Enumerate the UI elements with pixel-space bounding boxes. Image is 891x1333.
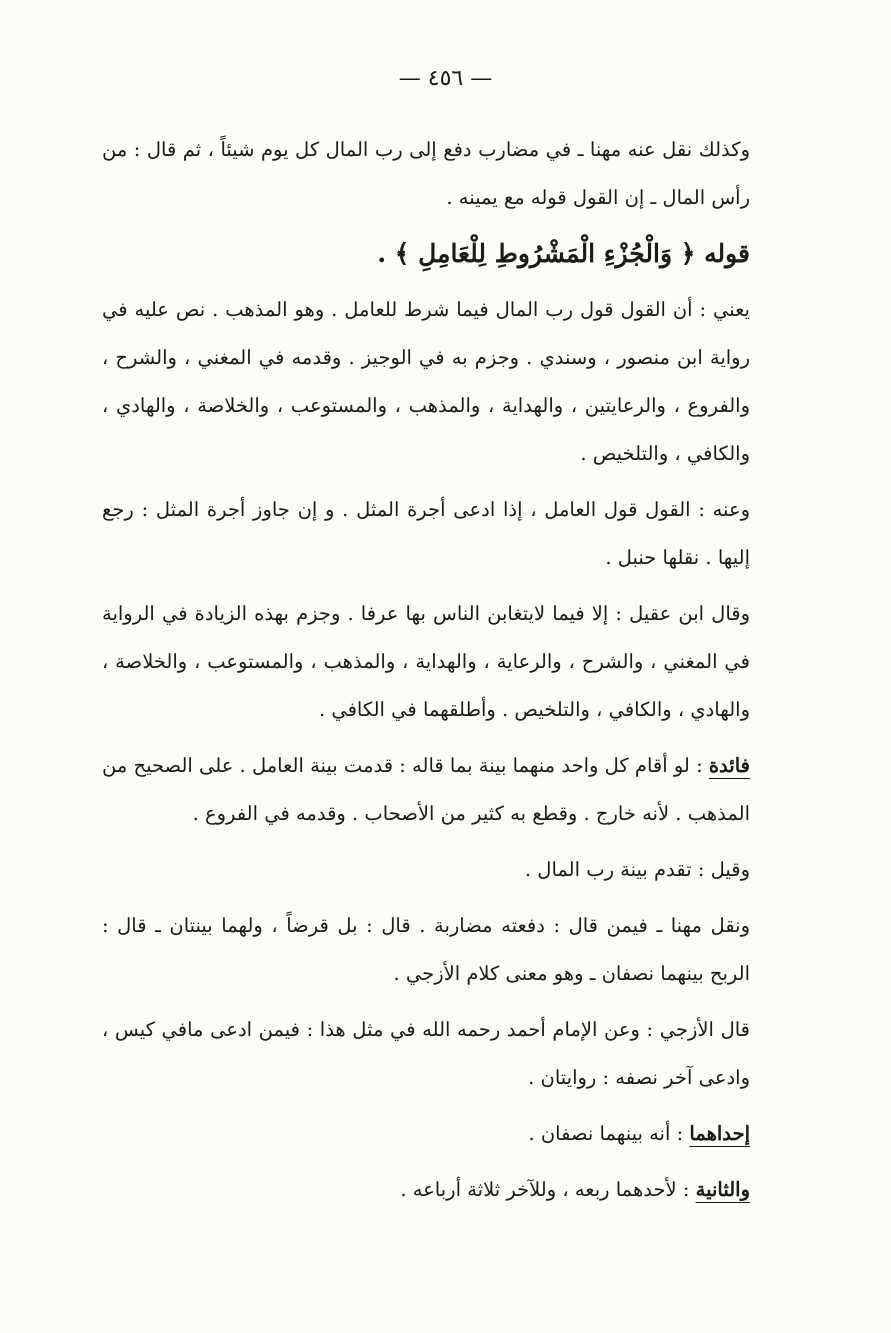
paragraph: وكذلك نقل عنه مهنا ـ في مضارب دفع إلى رب المال كل يوم شيئاً ، ثم قال : من رأس المال ـ إن القول قوله مع يمينه . bbox=[102, 138, 750, 209]
paragraph: وقال ابن عقيل : إلا فيما لايتغابن الناس بها عرفا . وجزم بهذه الزيادة في الرواية في المغني ، والشرح ، والرعاية ، والهداية ، والمذهب ، والمستوعب ، والخلاصة ، والهادي ، والكافي ، والتلخيص . وأطلقهما في الكافي . bbox=[102, 602, 750, 721]
note-lead: فائدة bbox=[708, 754, 750, 777]
paragraph: وعنه : القول قول العامل ، إذا ادعى أجرة المثل . و إن جاوز أجرة المثل : رجع إليها . نقلها حنبل . bbox=[102, 498, 750, 569]
paragraph-second bbox=[102, 1166, 750, 1214]
second-text: : لأحدهما ربعه ، وللآخر ثلاثة أرباعه . bbox=[400, 1178, 696, 1201]
paragraph: وقيل : تقدم بينة رب المال . bbox=[524, 858, 750, 881]
paragraph-note bbox=[102, 742, 750, 838]
page-body bbox=[102, 126, 750, 1214]
paragraph: ونقل مهنا ـ فيمن قال : دفعته مضاربة . قال : بل قرضاً ، ولهما بينتان ـ قال : الربح بينهما نصفان ـ وهو معنى كلام الأزجي . bbox=[102, 914, 750, 985]
paragraph: قال الأزجي : وعن الإمام أحمد رحمه الله في مثل هذا : فيمن ادعى مافي كيس ، وادعى آخر نصفه : روايتان . bbox=[102, 1018, 750, 1089]
first-text: : أنه بينهما نصفان . bbox=[528, 1122, 690, 1145]
section-heading: قوله ﴿ وَالْجُزْءِ الْمَشْرُوطِ لِلْعَامِلِ ﴾ . bbox=[377, 239, 750, 268]
page-number: — ٤٥٦ — bbox=[398, 66, 493, 91]
second-lead: والثانية bbox=[695, 1178, 750, 1201]
paragraph-first bbox=[102, 1110, 750, 1158]
first-lead: إحداهما bbox=[689, 1122, 750, 1145]
note-text: : لو أقام كل واحد منهما بينة بما قاله : قدمت بينة العامل . على الصحيح من المذهب . لأنه خارج . وقطع به كثير من الأصحاب . وقدمه في الفروع . bbox=[102, 754, 750, 825]
paragraph: يعني : أن القول قول رب المال فيما شرط للعامل . وهو المذهب . نص عليه في رواية ابن منصور ، وسندي . وجزم به في الوجيز . وقدمه في المغني ، والشرح ، والفروع ، والرعايتين ، والهداية ، والمذهب ، والمستوعب ، والخلاصة ، والهادي ، والكافي ، والتلخيص . bbox=[102, 298, 750, 465]
